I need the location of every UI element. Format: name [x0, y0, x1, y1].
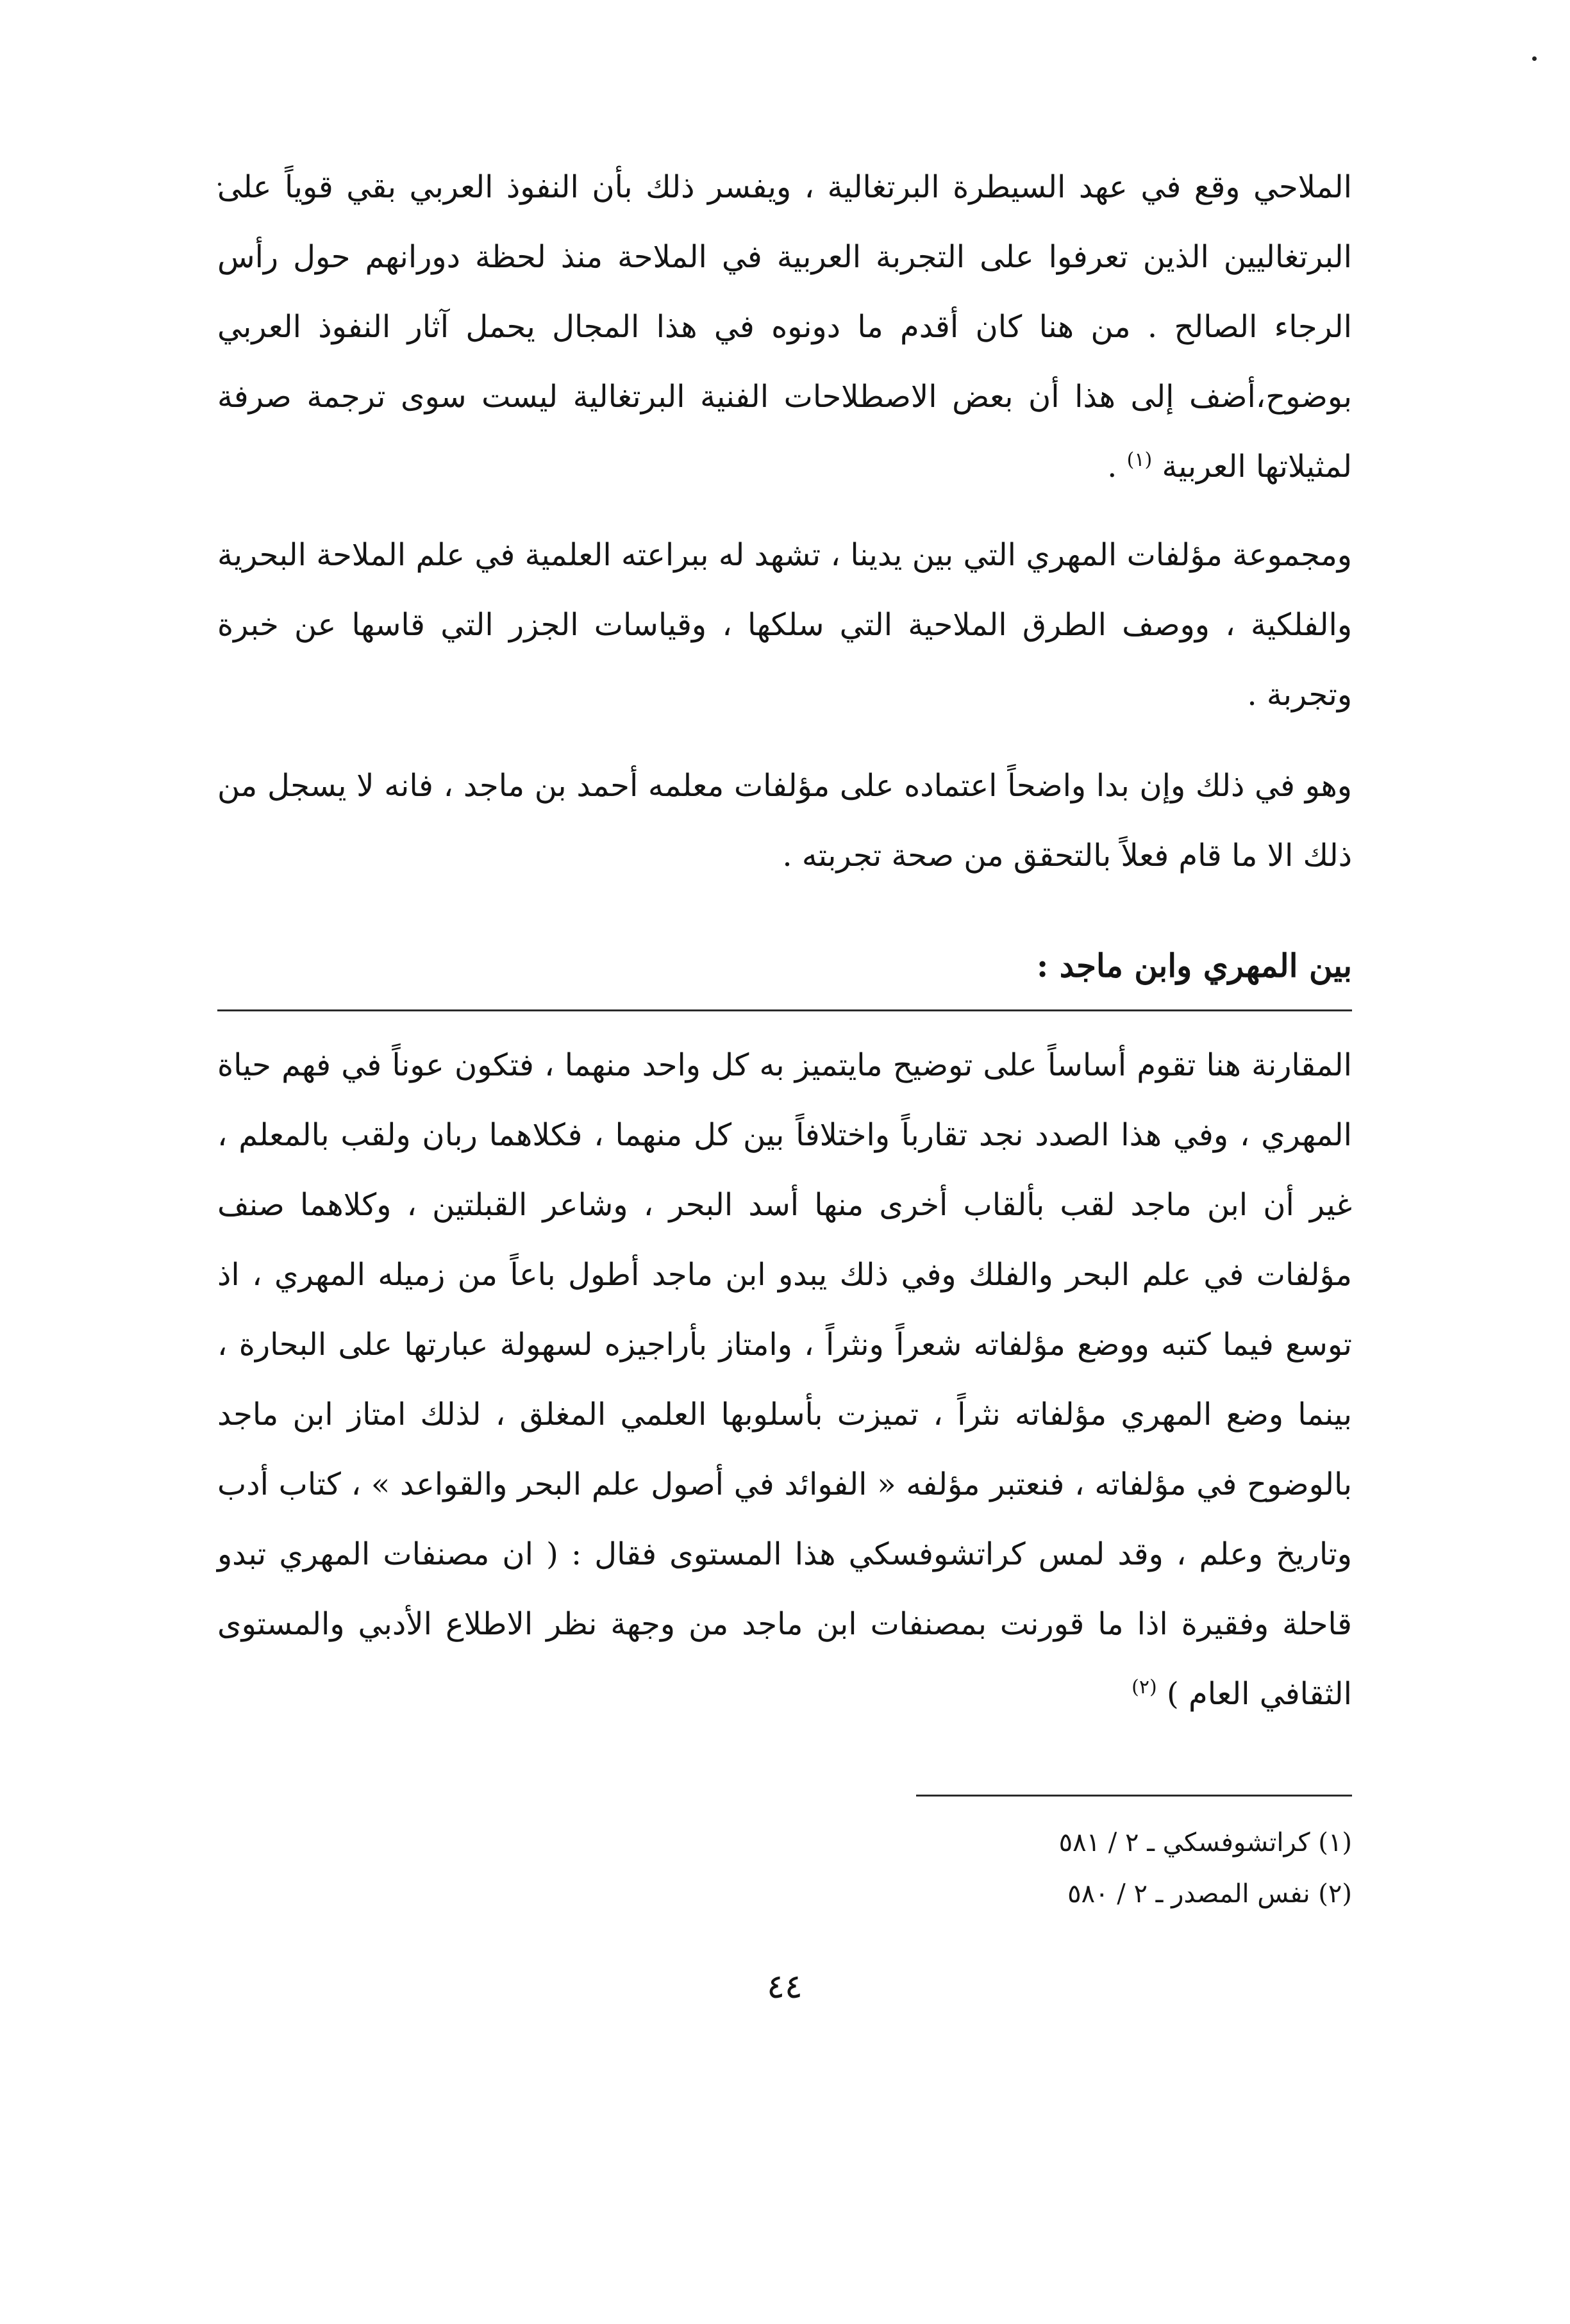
footnote-ref-2: (٢) [1132, 1676, 1157, 1698]
footnotes [217, 1817, 1352, 1920]
footnote-ref-1: (١) [1126, 449, 1153, 471]
paragraph-3-text: وهو في ذلك وإن بدا واضحاً اعتماده على مؤلفات معلمه أحمد بن ماجد ، فانه لا يسجل من ذلك الا ما قام فعلاً بالتحقق من صحة تجربته . [217, 768, 1352, 874]
page-number: ٤٤ [767, 1968, 803, 2006]
paragraph-2 [217, 520, 1352, 730]
heading-underline [217, 1009, 1352, 1011]
footnote-2: (٢) نفس المصدر ـ ٢ / ٥٨٠ [1067, 1879, 1352, 1909]
paragraph-1-end: . [1107, 449, 1117, 485]
paragraph-4 [217, 1031, 1352, 1729]
paragraph-1-text: الملاحي وقع في عهد السيطرة البرتغالية ، ويفسر ذلك بأن النفوذ العربي بقي قوياً على البرتغاليين الذين تعرفوا على التجربة العربية في الملاحة منذ لحظة دورانهم حول رأس الرجاء الصالح . من هنا كان أقدم ما دونوه في هذا المجال يحمل آثار النفوذ العربي بوضوح،أضف إلى هذا أن بعض الاصطلاحات الفنية البرتغالية ليست سوى ترجمة صرفة لمثيلاتها العربية [217, 169, 1352, 485]
scan-speck [1532, 56, 1537, 61]
footnote-1: (١) كراتشوفسكي ـ ٢ / ٥٨١ [1058, 1828, 1352, 1857]
paragraph-4-text: المقارنة هنا تقوم أساساً على توضيح مايتميز به كل واحد منهما ، فتكون عوناً في فهم حياة المهري ، وفي هذا الصدد نجد تقارباً واختلافاً بين كل منهما ، فكلاهما ربان ولقب بالمعلم ، غير أن ابن ماجد لقب بألقاب أخرى منها أسد البحر ، وشاعر القبلتين ، وكلاهما صنف مؤلفات في علم البحر والفلك وفي ذلك يبدو ابن ماجد أطول باعاً من زميله المهري ، اذ توسع فيما كتبه ووضع مؤلفاته شعراً ونثراً ، وامتاز بأراجيزه لسهولة عبارتها على البحارة ، بينما وضع المهري مؤلفاته نثراً ، تميزت بأسلوبها العلمي المغلق ، لذلك امتاز ابن ماجد بالوضوح في مؤلفاته ، فنعتبر مؤلفه « الفوائد في أصول علم البحر والقواعد » ، كتاب أدب وتاريخ وعلم ، وقد لمس كراتشوفسكي هذا المستوى فقال : ( ان مصنفات المهري تبدو قاحلة وفقيرة اذا ما قورنت بمصنفات ابن ماجد من وجهة نظر الاطلاع الأدبي والمستوى الثقافي العام ) [217, 1047, 1352, 1712]
footnote-divider [916, 1795, 1352, 1797]
paragraph-3 [217, 751, 1352, 891]
section-heading: بين المهري وابن ماجد : [1036, 947, 1352, 984]
paragraph-1 [217, 153, 1352, 502]
paragraph-2-text: ومجموعة مؤلفات المهري التي بين يدينا ، تشهد له ببراعته العلمية في علم الملاحة البحرية والفلكية ، ووصف الطرق الملاحية التي سلكها ، وقياسات الجزر التي قاسها عن خبرة وتجربة . [217, 537, 1352, 713]
